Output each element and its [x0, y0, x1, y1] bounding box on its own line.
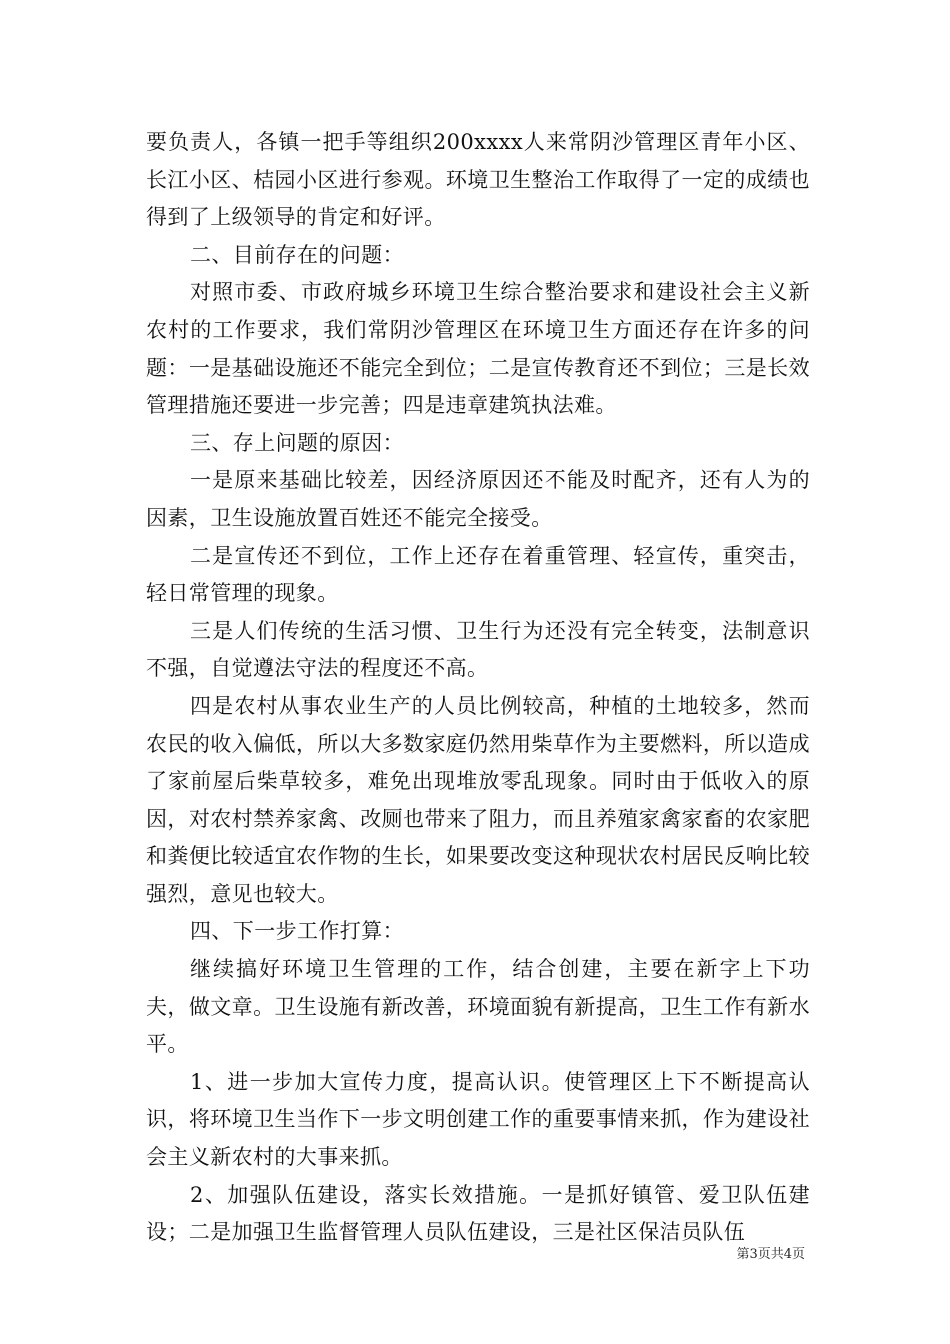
- paragraph-cause-3: 三是人们传统的生活习惯、卫生行为还没有完全转变，法制意识不强，自觉遵法守法的程度还不高。: [146, 618, 810, 681]
- paragraph-cause-4: 四是农村从事农业生产的人员比例较高，种植的土地较多，然而农民的收入偏低，所以大多数家庭仍然用柴草作为主要燃料，所以造成了家前屋后柴草较多，难免出现堆放零乱现象。同时由于低收入的原因，对农村禁养家禽、改厕也带来了阻力，而且养殖家禽家畜的农家肥和粪便比较适宜农作物的生长，如果要改变这种现状农村居民反响比较强烈，意见也较大。: [146, 693, 810, 906]
- paragraph-step-1: 1、进一步加大宣传力度，提高认识。使管理区上下不断提高认识，将环境卫生当作下一步文明创建工作的重要事情来抓，作为建设社会主义新农村的大事来抓。: [146, 1069, 810, 1170]
- document-body: [146, 124, 810, 1252]
- heading-current-problems: 二、目前存在的问题：: [190, 242, 404, 267]
- paragraph-1: 要负责人，各镇一把手等组织200xxxx人来常阴沙管理区青年小区、长江小区、桔园小区进行参观。环境卫生整治工作取得了一定的成绩也得到了上级领导的肯定和好评。: [146, 130, 810, 230]
- paragraph-cause-1: 一是原来基础比较差，因经济原因还不能及时配齐，还有人为的因素，卫生设施放置百姓还不能完全接受。: [146, 468, 810, 530]
- paragraph-cause-2: 二是宣传还不到位，工作上还存在着重管理、轻宣传，重突击，轻日常管理的现象。: [146, 543, 810, 606]
- paragraph-step-2: 2、加强队伍建设，落实长效措施。一是抓好镇管、爱卫队伍建设；二是加强卫生监督管理人员队伍建设，三是社区保洁员队伍: [146, 1182, 810, 1245]
- heading-problem-causes: 三、存上问题的原因：: [190, 430, 404, 455]
- heading-next-steps: 四、下一步工作打算：: [190, 919, 404, 944]
- paragraph-problems: 对照市委、市政府城乡环境卫生综合整治要求和建设社会主义新农村的工作要求，我们常阴沙管理区在环境卫生方面还存在许多的问题：一是基础设施还不能完全到位；二是宣传教育还不到位；三是长效管理措施还要进一步完善；四是违章建筑执法难。: [146, 280, 810, 418]
- page-number-footer: 第3页共4页: [736, 1247, 805, 1262]
- paragraph-next-steps-intro: 继续搞好环境卫生管理的工作，结合创建，主要在新字上下功夫，做文章。卫生设施有新改善，环境面貌有新提高，卫生工作有新水平。: [146, 957, 810, 1057]
